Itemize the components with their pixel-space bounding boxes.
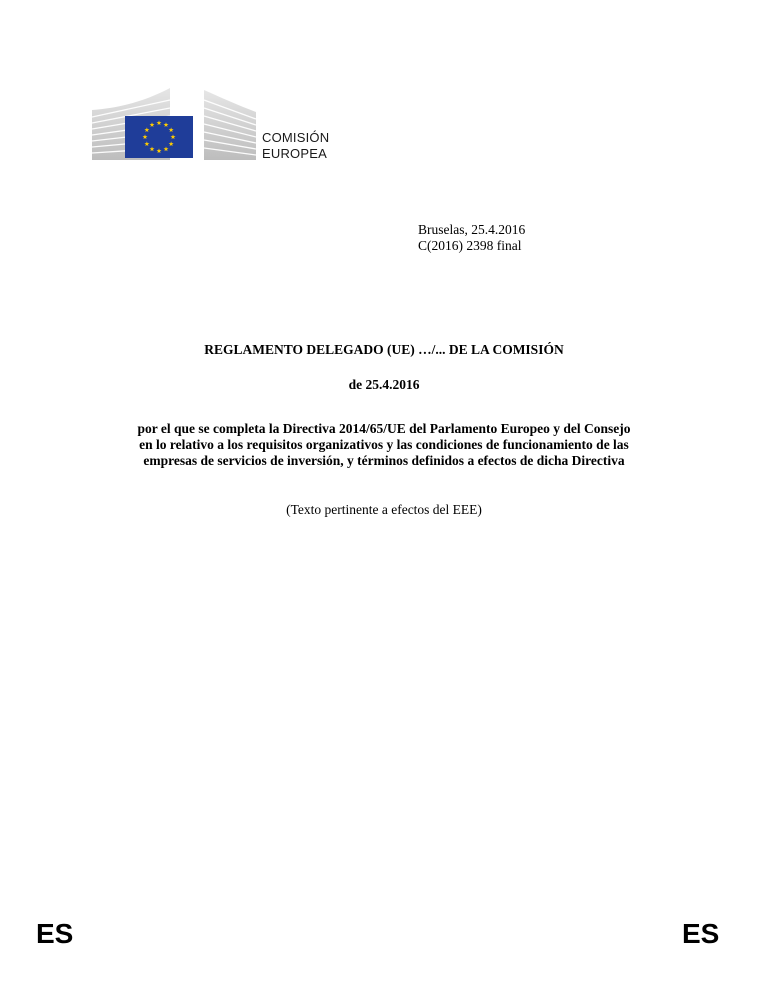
language-code-right: ES: [682, 918, 720, 949]
logo-line-2: EUROPEA: [262, 146, 327, 161]
document-subject: [0, 421, 768, 469]
place-date: Bruselas, 25.4.2016: [418, 222, 526, 237]
language-code-left: ES: [36, 918, 74, 949]
document-date: de 25.4.2016: [348, 377, 420, 392]
eee-relevance-note: (Texto pertinente a efectos del EEE): [286, 502, 482, 517]
subject-line: por el que se completa la Directiva 2014/65/UE del Parlamento Europeo y del Consejo: [137, 421, 631, 436]
logo-wordmark: [262, 130, 329, 162]
document-header: [418, 222, 525, 254]
european-commission-logo-icon: [92, 86, 256, 162]
logo-line-1: COMISIÓN: [262, 130, 330, 145]
document-reference: C(2016) 2398 final: [418, 238, 522, 253]
document-title: REGLAMENTO DELEGADO (UE) …/... DE LA COMISIÓN: [204, 342, 564, 357]
subject-line: en lo relativo a los requisitos organizativos y las condiciones de funcionamiento de las: [139, 437, 629, 452]
subject-line: empresas de servicios de inversión, y términos definidos a efectos de dicha Directiva: [143, 453, 625, 468]
